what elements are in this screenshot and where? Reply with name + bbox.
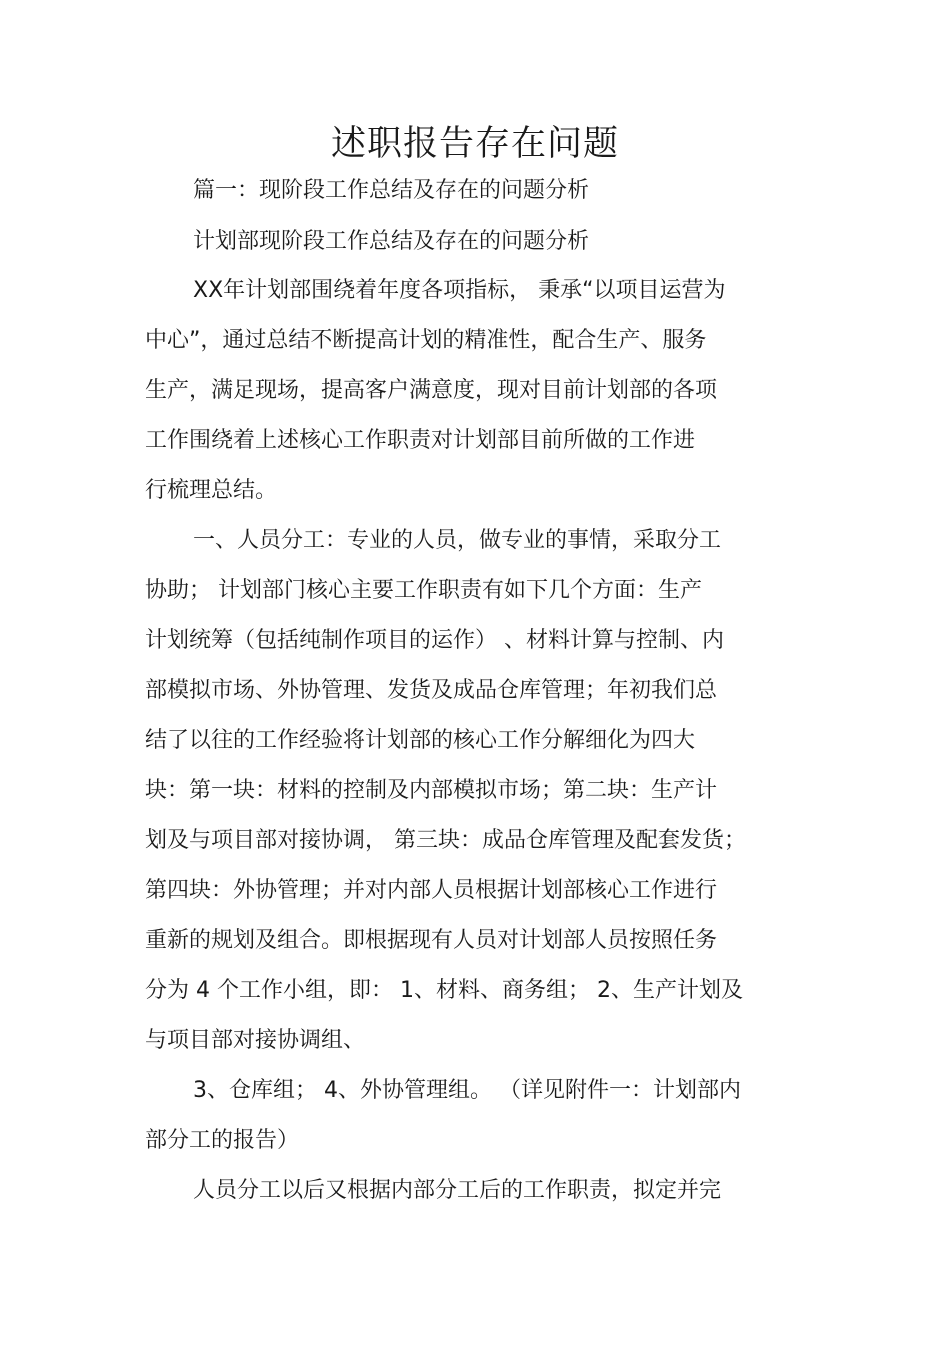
text-line: 3、仓库组； 4、外协管理组。 （详见附件一：计划部内 xyxy=(193,1078,741,1103)
text-line: XX年计划部围绕着年度各项指标， 秉承“以项目运营为 xyxy=(193,278,726,303)
text-line: 一、人员分工：专业的人员，做专业的事情，采取分工 xyxy=(193,528,722,553)
text-line: 工作围绕着上述核心工作职责对计划部目前所做的工作进 xyxy=(145,428,696,453)
text-line: 中心”，通过总结不断提高计划的精准性，配合生产、服务 xyxy=(145,328,707,353)
text-line: 重新的规划及组合。即根据现有人员对计划部人员按照任务 xyxy=(145,928,718,953)
text-line: 部模拟市场、外协管理、发货及成品仓库管理；年初我们总 xyxy=(145,678,718,703)
text-line: 生产，满足现场，提高客户满意度，现对目前计划部的各项 xyxy=(145,378,718,403)
text-line: 部分工的报告） xyxy=(145,1128,300,1153)
text-line: 人员分工以后又根据内部分工后的工作职责，拟定并完 xyxy=(193,1178,722,1203)
document-title: 述职报告存在问题 xyxy=(330,124,619,164)
text-line: 与项目部对接协调组、 xyxy=(145,1028,366,1053)
text-line: 行梳理总结。 xyxy=(145,478,278,503)
text-line: 第四块：外协管理；并对内部人员根据计划部核心工作进行 xyxy=(145,878,718,903)
text-line: 计划统筹（包括纯制作项目的运作） 、材料计算与控制、内 xyxy=(145,628,724,653)
text-line: 结了以往的工作经验将计划部的核心工作分解细化为四大 xyxy=(145,728,696,753)
text-line: 分为 4 个工作小组，即： 1、材料、商务组； 2、生产计划及 xyxy=(145,978,743,1003)
text-line: 计划部现阶段工作总结及存在的问题分析 xyxy=(193,229,590,254)
text-line: 块：第一块：材料的控制及内部模拟市场；第二块：生产计 xyxy=(145,778,718,803)
text-line: 篇一：现阶段工作总结及存在的问题分析 xyxy=(193,178,590,203)
text-line: 划及与项目部对接协调， 第三块：成品仓库管理及配套发货； xyxy=(145,828,746,853)
text-line: 协助； 计划部门核心主要工作职责有如下几个方面：生产 xyxy=(145,578,702,603)
